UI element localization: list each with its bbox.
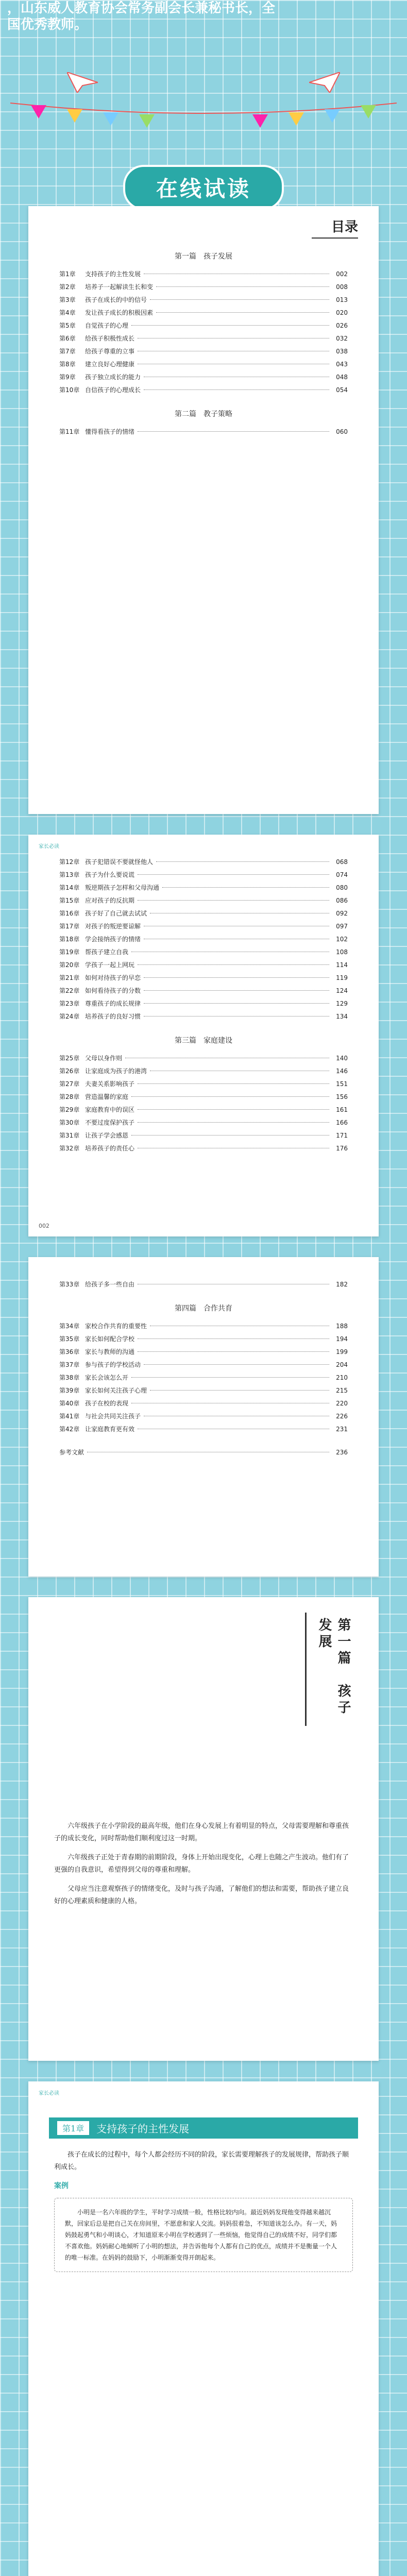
toc-row-title: 孩子在校的表现 <box>85 1400 129 1407</box>
toc-row-num: 第36章 <box>59 1348 80 1355</box>
toc-row-page: 008 <box>336 283 348 291</box>
chapter-1-page <box>28 2081 379 2576</box>
toc-title <box>28 206 379 239</box>
toc-row-title: 学会接纳孩子的情绪 <box>85 936 141 943</box>
toc-row-num: 第6章 <box>59 335 76 342</box>
toc-row-num: 第30章 <box>59 1119 80 1126</box>
toc-row[interactable] <box>28 894 379 907</box>
author-intro <box>0 0 407 62</box>
toc-row-num: 第19章 <box>59 948 80 956</box>
toc-row[interactable] <box>28 332 379 345</box>
toc-row-page: 156 <box>336 1093 348 1100</box>
toc-row-num: 第1章 <box>59 270 76 278</box>
toc-row-num: 第23章 <box>59 1000 80 1007</box>
toc-row-page: 215 <box>336 1387 348 1394</box>
page-header: 家长必读 <box>39 2091 59 2096</box>
toc-leader <box>138 1351 329 1352</box>
toc-row-title: 培养孩子的责任心 <box>85 1145 135 1152</box>
toc-row-title: 家长如何关注孩子心理 <box>85 1387 147 1394</box>
toc-row-title: 应对孩子的反抗期 <box>85 897 135 904</box>
toc-row-title: 自觉孩子的心理 <box>85 322 129 329</box>
toc-row-num: 第38章 <box>59 1374 80 1381</box>
chapter-number: 第1章 <box>57 2121 89 2135</box>
toc-leader <box>138 874 329 875</box>
toc-row-page: 171 <box>336 1132 348 1139</box>
toc-row-page: 176 <box>336 1145 348 1152</box>
toc-row[interactable] <box>28 1358 379 1371</box>
toc-row[interactable] <box>28 920 379 933</box>
toc-row-title: 让家庭成为孩子的港湾 <box>85 1067 147 1075</box>
toc-row-title: 支持孩子的主性发展 <box>85 270 141 278</box>
toc-part-heading: 第二篇 教子策略 <box>175 410 232 418</box>
toc-part-heading: 第三篇 家庭建设 <box>175 1037 232 1045</box>
toc-row-page: 146 <box>336 1067 348 1075</box>
toc-row-title: 家长会该怎么开 <box>85 1374 129 1381</box>
toc-part1-list <box>28 267 379 396</box>
toc-row-num: 第11章 <box>59 428 80 435</box>
toc-row-page: 210 <box>336 1374 348 1381</box>
toc-row[interactable] <box>28 1384 379 1397</box>
toc-row-page: 060 <box>336 428 348 435</box>
toc-page-1 <box>28 206 379 814</box>
toc-row-num: 第32章 <box>59 1145 80 1152</box>
toc-row-page: 054 <box>336 386 348 394</box>
toc-row-num: 第40章 <box>59 1400 80 1407</box>
pennant-garland <box>10 98 397 129</box>
body-paragraph: 六年级孩子在小学阶段的最高年级，他们在身心发展上有着明显的特点，父母需要理解和尊重孩子的成长变化，同时帮助他们顺利度过这一时期。 <box>54 1822 349 1842</box>
toc-row[interactable] <box>28 267 379 280</box>
toc-row-page: 188 <box>336 1323 348 1330</box>
toc-row-title: 给孩子尊重的立事 <box>85 348 135 355</box>
toc-row-title: 孩子为什么要说谎 <box>85 871 135 878</box>
toc-row-page: 013 <box>336 296 348 303</box>
toc-row-num: 第24章 <box>59 1013 80 1020</box>
toc-row-page: 124 <box>336 987 348 994</box>
toc-row[interactable] <box>28 1116 379 1129</box>
toc-row-title: 对孩子的叛逆要谅解 <box>85 923 141 930</box>
page-number: 002 <box>39 1223 49 1229</box>
toc-row-page: 226 <box>336 1413 348 1420</box>
toc-row-num: 第39章 <box>59 1387 80 1394</box>
toc-row[interactable] <box>28 1010 379 1023</box>
toc-page-3 <box>28 1257 379 1577</box>
toc-part3-list <box>28 1052 379 1155</box>
toc-row-title: 与社会共同关注孩子 <box>85 1413 141 1420</box>
toc-row-title: 培养孩子的良好习惯 <box>85 1013 141 1020</box>
toc-row-page: 140 <box>336 1055 348 1062</box>
page-header: 家长必读 <box>39 844 59 850</box>
toc-row-num: 第34章 <box>59 1323 80 1330</box>
toc-row-title: 帮孩子建立自我 <box>85 948 129 956</box>
intro-line: 国优秀教师。 <box>7 17 88 32</box>
toc-row-num: 第17章 <box>59 923 80 930</box>
toc-row-title: 家庭教育中的误区 <box>85 1106 135 1113</box>
toc-leader <box>138 964 329 965</box>
toc-row-num: 第22章 <box>59 987 80 994</box>
chapter-banner <box>49 2117 358 2139</box>
toc-row-title: 建立良好心理健康 <box>85 361 135 368</box>
toc-row[interactable] <box>28 1090 379 1103</box>
toc-list <box>28 855 379 1023</box>
toc-title-underline <box>312 238 358 239</box>
toc-row[interactable] <box>28 933 379 945</box>
toc-row-num: 第31章 <box>59 1132 80 1139</box>
toc-row-num: 第18章 <box>59 936 80 943</box>
toc-row-page: 220 <box>336 1400 348 1407</box>
toc-row-page: 074 <box>336 871 348 878</box>
toc-row-title: 培养子一起解读生长和变 <box>85 283 154 291</box>
toc-row[interactable] <box>28 907 379 920</box>
toc-row[interactable] <box>28 1410 379 1422</box>
toc-row-num: 第13章 <box>59 871 80 878</box>
toc-row-page: 108 <box>336 948 348 956</box>
toc-row-title: 让孩子学会感恩 <box>85 1132 129 1139</box>
toc-leader <box>144 1003 329 1004</box>
toc-row-num: 第37章 <box>59 1361 80 1368</box>
toc-row-num: 第7章 <box>59 348 76 355</box>
toc-row-num: 第41章 <box>59 1413 80 1420</box>
toc-part4-list <box>28 1319 379 1435</box>
toc-row-num: 第42章 <box>59 1426 80 1433</box>
chapter-band-label: 第一篇 孩子发展 <box>316 1618 351 1717</box>
toc-row-title: 孩子犯错误不要就怪他人 <box>85 858 154 866</box>
toc-leader <box>162 887 329 888</box>
toc-row-page: 134 <box>336 1013 348 1020</box>
toc-row[interactable] <box>28 383 379 396</box>
toc-row-num: 第29章 <box>59 1106 80 1113</box>
body-paragraph: 父母应当注意观察孩子的情绪变化，及时与孩子沟通，了解他们的想法和需要，帮助孩子建立良好的心理素质和健康的人格。 <box>54 1885 349 1905</box>
toc-leader <box>138 900 329 901</box>
toc-title-text: 目录 <box>331 219 358 235</box>
toc-row[interactable] <box>28 358 379 370</box>
toc-row-num: 第4章 <box>59 309 76 316</box>
toc-leader <box>144 1364 329 1365</box>
author-intro-text <box>0 0 327 33</box>
toc-row-page: 166 <box>336 1119 348 1126</box>
toc-leader <box>138 1109 329 1110</box>
toc-row-title: 营造温馨的家庭 <box>85 1093 129 1100</box>
toc-row[interactable] <box>28 306 379 319</box>
toc-row-references[interactable] <box>28 1446 379 1459</box>
toc-row-title: 自信孩子的心理成长 <box>85 386 141 394</box>
toc-row-num: 第12章 <box>59 858 80 866</box>
toc-row-title: 学孩子一起上网玩 <box>85 961 135 969</box>
toc-row-page: 086 <box>336 897 348 904</box>
toc-row-num: 第20章 <box>59 961 80 969</box>
toc-row-num: 第5章 <box>59 322 76 329</box>
toc-leader <box>144 389 329 390</box>
toc-row-page: 068 <box>336 858 348 866</box>
toc-row-title: 让家庭教育更有效 <box>85 1426 135 1433</box>
section-title: 在线试读 <box>123 165 284 210</box>
toc-row[interactable] <box>28 881 379 894</box>
toc-row-page: 097 <box>336 923 348 930</box>
toc-row-title: 参与孩子的学校活动 <box>85 1361 141 1368</box>
toc-leader <box>138 1083 329 1084</box>
section-title-wrap <box>0 165 407 210</box>
toc-row-num: 第25章 <box>59 1055 80 1062</box>
toc-row[interactable] <box>28 868 379 881</box>
toc-row[interactable] <box>28 1142 379 1155</box>
toc-row-page: 204 <box>336 1361 348 1368</box>
toc-row-num: 第14章 <box>59 884 80 891</box>
toc-row[interactable] <box>28 1077 379 1090</box>
toc-row-title: 孩子独立成长的能力 <box>85 374 141 381</box>
toc-leader <box>138 431 329 432</box>
toc-leader <box>144 990 329 991</box>
toc-row[interactable] <box>28 1129 379 1142</box>
toc-leader <box>150 1390 329 1391</box>
toc-row-title: 尊重孩子的成长规律 <box>85 1000 141 1007</box>
toc-row-title: 家长如何配合学校 <box>85 1335 135 1343</box>
toc-leader <box>131 1377 329 1378</box>
toc-row-num: 第9章 <box>59 374 76 381</box>
case-box: 小明是一名六年级的学生，平时学习成绩一般，性格比较内向。最近妈妈发现他变得越来越沉默，回家后总是把自己关在房间里，不愿意和家人交流。妈妈很着急，不知道该怎么办。有一天，妈妈鼓起勇气和小明谈心，才知道原来小明在学校遇到了一些烦恼，他觉得自己的成绩不好，同学们都不喜欢他。妈妈耐心地倾听了小明的想法，并告诉他每个人都有自己的优点，成绩并不是衡量一个人的唯一标准。在妈妈的鼓励下，小明渐渐变得开朗起来。 <box>54 2198 353 2272</box>
toc-row-num: 第10章 <box>59 386 80 394</box>
toc-row-page: 236 <box>336 1449 348 1456</box>
toc-row-page: 129 <box>336 1000 348 1007</box>
toc-row-title: 不要过度保护孩子 <box>85 1119 135 1126</box>
toc-row-page: 048 <box>336 374 348 381</box>
toc-row-page: 032 <box>336 335 348 342</box>
chapter-title: 支持孩子的主性发展 <box>96 2123 190 2135</box>
toc-row-title: 家长与教师的沟通 <box>85 1348 135 1355</box>
paper-plane-icon <box>309 72 340 93</box>
toc-row[interactable] <box>28 1332 379 1345</box>
toc-row-page: 199 <box>336 1348 348 1355</box>
toc-row-title: 父母以身作则 <box>85 1055 123 1062</box>
toc-row-num: 第35章 <box>59 1335 80 1343</box>
toc-row-page: 043 <box>336 361 348 368</box>
toc-row-title: 给孩子多一些自由 <box>85 1281 135 1288</box>
toc-row[interactable] <box>28 293 379 306</box>
toc-row-page: 092 <box>336 910 348 917</box>
toc-leader <box>138 1338 329 1339</box>
chapter-band <box>305 1613 351 1726</box>
intro-line: ，山东威人教育协会常务副会长兼秘书长，全 <box>7 1 276 16</box>
toc-row-num: 第27章 <box>59 1080 80 1088</box>
toc-row-num: 第16章 <box>59 910 80 917</box>
toc-part-heading: 第一篇 孩子发展 <box>175 252 232 261</box>
toc-row[interactable] <box>28 1052 379 1064</box>
toc-row-page: 151 <box>336 1080 348 1088</box>
toc-row-num: 第21章 <box>59 974 80 981</box>
toc-row[interactable] <box>28 1345 379 1358</box>
toc-leader <box>131 325 329 326</box>
toc-row[interactable] <box>28 984 379 997</box>
toc-row-num: 第28章 <box>59 1093 80 1100</box>
toc-row-num: 第26章 <box>59 1067 80 1075</box>
toc-row-title: 懂得看孩子的情绪 <box>85 428 135 435</box>
toc-row-page: 182 <box>336 1281 348 1288</box>
toc-row-page: 102 <box>336 936 348 943</box>
toc-leader <box>144 977 329 978</box>
toc-row[interactable] <box>28 319 379 332</box>
toc-row[interactable] <box>28 1397 379 1410</box>
toc-row-page: 114 <box>336 961 348 969</box>
toc-row[interactable] <box>28 1319 379 1332</box>
toc-row-title: 如何看待孩子的分数 <box>85 987 141 994</box>
toc-row-num: 第15章 <box>59 897 80 904</box>
toc-row-title: 如何对待孩子的早恋 <box>85 974 141 981</box>
toc-row[interactable] <box>28 345 379 358</box>
toc-row-page: 026 <box>336 322 348 329</box>
toc-row-num: 第8章 <box>59 361 76 368</box>
toc-row[interactable] <box>28 1103 379 1116</box>
toc-row[interactable] <box>28 1371 379 1384</box>
toc-row-num: 第33章 <box>59 1281 80 1288</box>
toc-row-page: 080 <box>336 884 348 891</box>
toc-row[interactable] <box>28 1422 379 1435</box>
toc-row-page: 020 <box>336 309 348 316</box>
toc-leader <box>156 312 329 313</box>
toc-page-2 <box>28 835 379 1236</box>
toc-row[interactable] <box>28 1064 379 1077</box>
toc-row[interactable] <box>28 958 379 971</box>
toc-row[interactable] <box>28 997 379 1010</box>
pennant-flags <box>31 105 376 128</box>
toc-row-num: 第3章 <box>59 296 76 303</box>
toc-row[interactable] <box>28 945 379 958</box>
toc-row[interactable] <box>28 971 379 984</box>
toc-row-num: 第2章 <box>59 283 76 291</box>
toc-row-page: 119 <box>336 974 348 981</box>
body-paragraph: 六年级孩子正处于青春期的前期阶段，身体上开始出现变化，心理上也随之产生波动。他们有了更强的自我意识，希望得到父母的尊重和理解。 <box>54 1854 349 1874</box>
toc-row-page: 194 <box>336 1335 348 1343</box>
toc-row[interactable] <box>28 370 379 383</box>
toc-leader <box>138 1122 329 1123</box>
toc-row-page: 002 <box>336 270 348 278</box>
toc-row[interactable] <box>28 425 379 438</box>
toc-row-title: 孩子好了自己就去试试 <box>85 910 147 917</box>
body-paragraph: 孩子在成长的过程中，每个人都会经历不同的阶段，家长需要理解孩子的发展规律，帮助孩子顺利成长。 <box>54 2151 349 2171</box>
toc-row[interactable] <box>28 1278 379 1291</box>
toc-row-title: 孩子在成长的中的信号 <box>85 296 147 303</box>
toc-row-title: 家校合作共育的重要性 <box>85 1323 147 1330</box>
toc-row[interactable] <box>28 280 379 293</box>
toc-row-title: 叛逆期孩子怎样和父母沟通 <box>85 884 160 891</box>
toc-row-page: 231 <box>336 1426 348 1433</box>
toc-leader <box>131 1135 329 1136</box>
toc-leader <box>131 1096 329 1097</box>
toc-row-title: 给孩子积极性成长 <box>85 335 135 342</box>
toc-part-heading: 第四篇 合作共育 <box>175 1304 232 1313</box>
case-label: 案例 <box>54 2182 69 2190</box>
toc-leader <box>156 861 329 862</box>
toc-row-page: 038 <box>336 348 348 355</box>
toc-leader <box>150 299 329 300</box>
toc-row-title: 夫妻关系影响孩子 <box>85 1080 135 1088</box>
toc-leader <box>156 286 329 287</box>
paper-plane-icon <box>67 72 98 93</box>
toc-row[interactable] <box>28 855 379 868</box>
toc-row-title: 参考文献 <box>59 1449 84 1456</box>
toc-row-title: 发让孩子成长的积极因素 <box>85 309 154 316</box>
toc-row-page: 161 <box>336 1106 348 1113</box>
chapter-opening-page <box>28 1597 379 2061</box>
